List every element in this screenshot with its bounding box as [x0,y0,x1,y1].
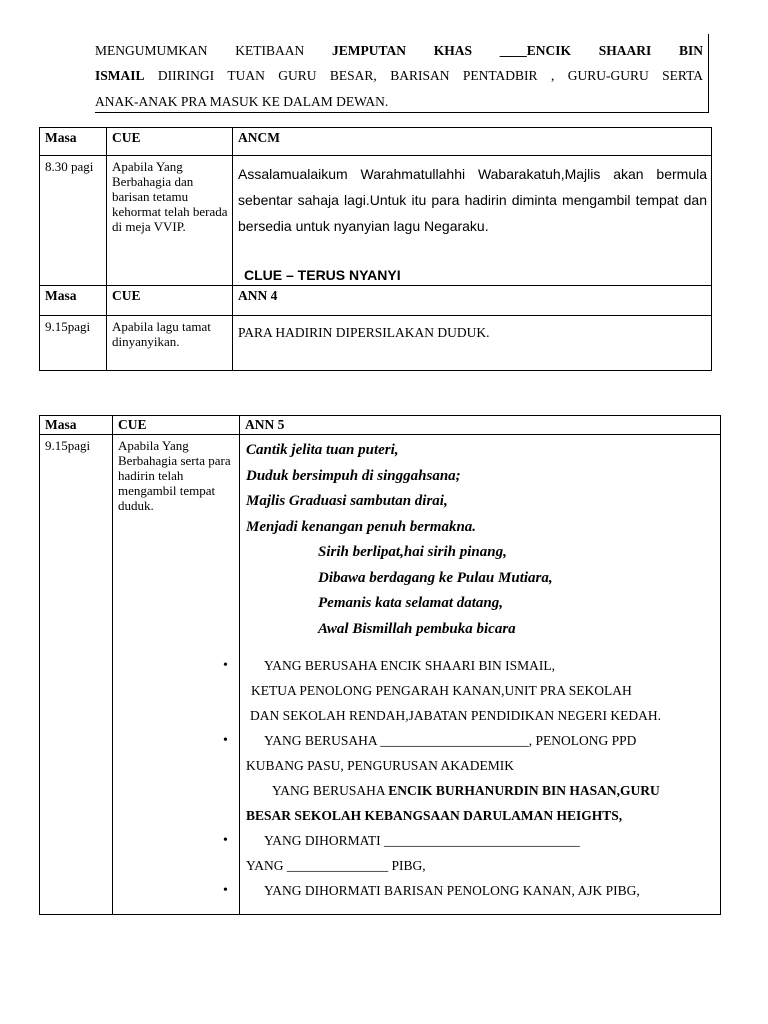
list-text: YANG DIHORMATI _____________________________ [264,833,580,848]
poem-line: Cantik jelita tuan puteri, [246,442,399,458]
bullet-icon: • [223,833,228,848]
masa-cell: 9.15pagi [40,316,107,371]
pantun-poem [240,435,720,642]
list-item [223,728,720,753]
list-item [240,778,720,803]
poem-line: Menjadi kenangan penuh bermakna. [246,518,477,535]
list-item: KUBANG PASU, PENGURUSAN AKADEMIK [246,758,515,773]
intro-bold-text: ISMAIL [95,68,145,83]
list-text: YANG BERUSAHA [272,783,389,798]
header-masa: Masa [40,128,107,156]
header-masa: Masa [40,416,113,435]
header-ancm: ANCM [233,128,712,156]
list-bold-text: ENCIK BURHANURDIN BIN HASAN,GURU [388,783,660,798]
announcement-text: Assalamualaikum Warahmatullahhi Wabarakatuh,Majlis akan bermula sebentar sahaja lagi.Untuk itu para hadirin diminta mengambil tempat dan bersedia untuk nyanyian lagu Negaraku. [238,166,707,234]
cue-cell: Apabila Yang Berbahagia serta para hadirin telah mengambil tempat duduk. [113,435,240,915]
list-text: YANG BERUSAHA ENCIK SHAARI BIN ISMAIL, [264,658,556,673]
table-header-row [40,286,712,316]
list-item: DAN SEKOLAH RENDAH,JABATAN PENDIDIKAN NEGERI KEDAH. [250,708,662,723]
bullet-icon: • [223,658,228,673]
list-item [223,653,720,678]
list-text: YANG DIHORMATI BARISAN PENOLONG KANAN, AJK PIBG, [264,883,640,898]
announcement-cell [233,156,712,286]
poem-line: Dibawa berdagang ke Pulau Mutiara, [318,569,553,586]
intro-line-3: ANAK-ANAK PRA MASUK KE DALAM DEWAN. [95,94,389,109]
table-row [40,156,712,286]
intro-text: DIIRINGI TUAN GURU BESAR, BARISAN PENTADBIR , GURU-GURU SERTA [144,68,703,83]
list-item [223,878,720,903]
intro-paragraph [95,34,709,113]
announcement-cell: PARA HADIRIN DIPERSILAKAN DUDUK. [233,316,712,371]
intro-bold-text: JEMPUTAN KHAS ____ENCIK SHAARI BIN [331,43,703,58]
table-header-row [40,128,712,156]
table-row [40,316,712,371]
header-masa: Masa [40,286,107,316]
intro-text: MENGUMUMKAN KETIBAAN [95,43,332,58]
list-item: YANG _______________ PIBG, [246,858,426,873]
header-cue: CUE [107,286,233,316]
list-item: KETUA PENOLONG PENGARAH KANAN,UNIT PRA SEKOLAH [251,683,632,698]
masa-cell: 8.30 pagi [40,156,107,286]
schedule-table-2 [39,415,721,915]
header-ann4: ANN 4 [233,286,712,316]
bullet-icon: • [223,883,228,898]
list-item [240,803,720,828]
list-bold-text: BESAR SEKOLAH KEBANGSAAN DARULAMAN HEIGHTS, [246,808,623,823]
table-row [40,435,721,915]
table-header-row [40,416,721,435]
list-item [223,828,720,853]
schedule-table-1 [39,127,712,371]
header-ann5: ANN 5 [240,416,721,435]
intro-line-1 [95,42,703,59]
intro-line-2 [95,67,703,84]
header-cue: CUE [113,416,240,435]
poem-line: Duduk bersimpuh di singgahsana; [246,467,461,484]
dignitary-list [223,642,720,903]
header-cue: CUE [107,128,233,156]
cue-cell: Apabila lagu tamat dinyanyikan. [107,316,233,371]
poem-line: Sirih berlipat,hai sirih pinang, [318,544,507,560]
cue-cell: Apabila Yang Berbahagia dan barisan tetamu kehormat telah berada di meja VVIP. [107,156,233,286]
list-text: YANG BERUSAHA ______________________, PENOLONG PPD [264,733,637,748]
bullet-icon: • [223,733,228,748]
poem-line: Pemanis kata selamat datang, [318,595,504,611]
masa-cell: 9.15pagi [40,435,113,915]
poem-line: Awal Bismillah pembuka bicara [318,620,516,637]
announcement-cell [223,435,721,915]
clue-label: CLUE – TERUS NYANYI [244,267,401,283]
poem-line: Majlis Graduasi sambutan dirai, [246,493,448,509]
